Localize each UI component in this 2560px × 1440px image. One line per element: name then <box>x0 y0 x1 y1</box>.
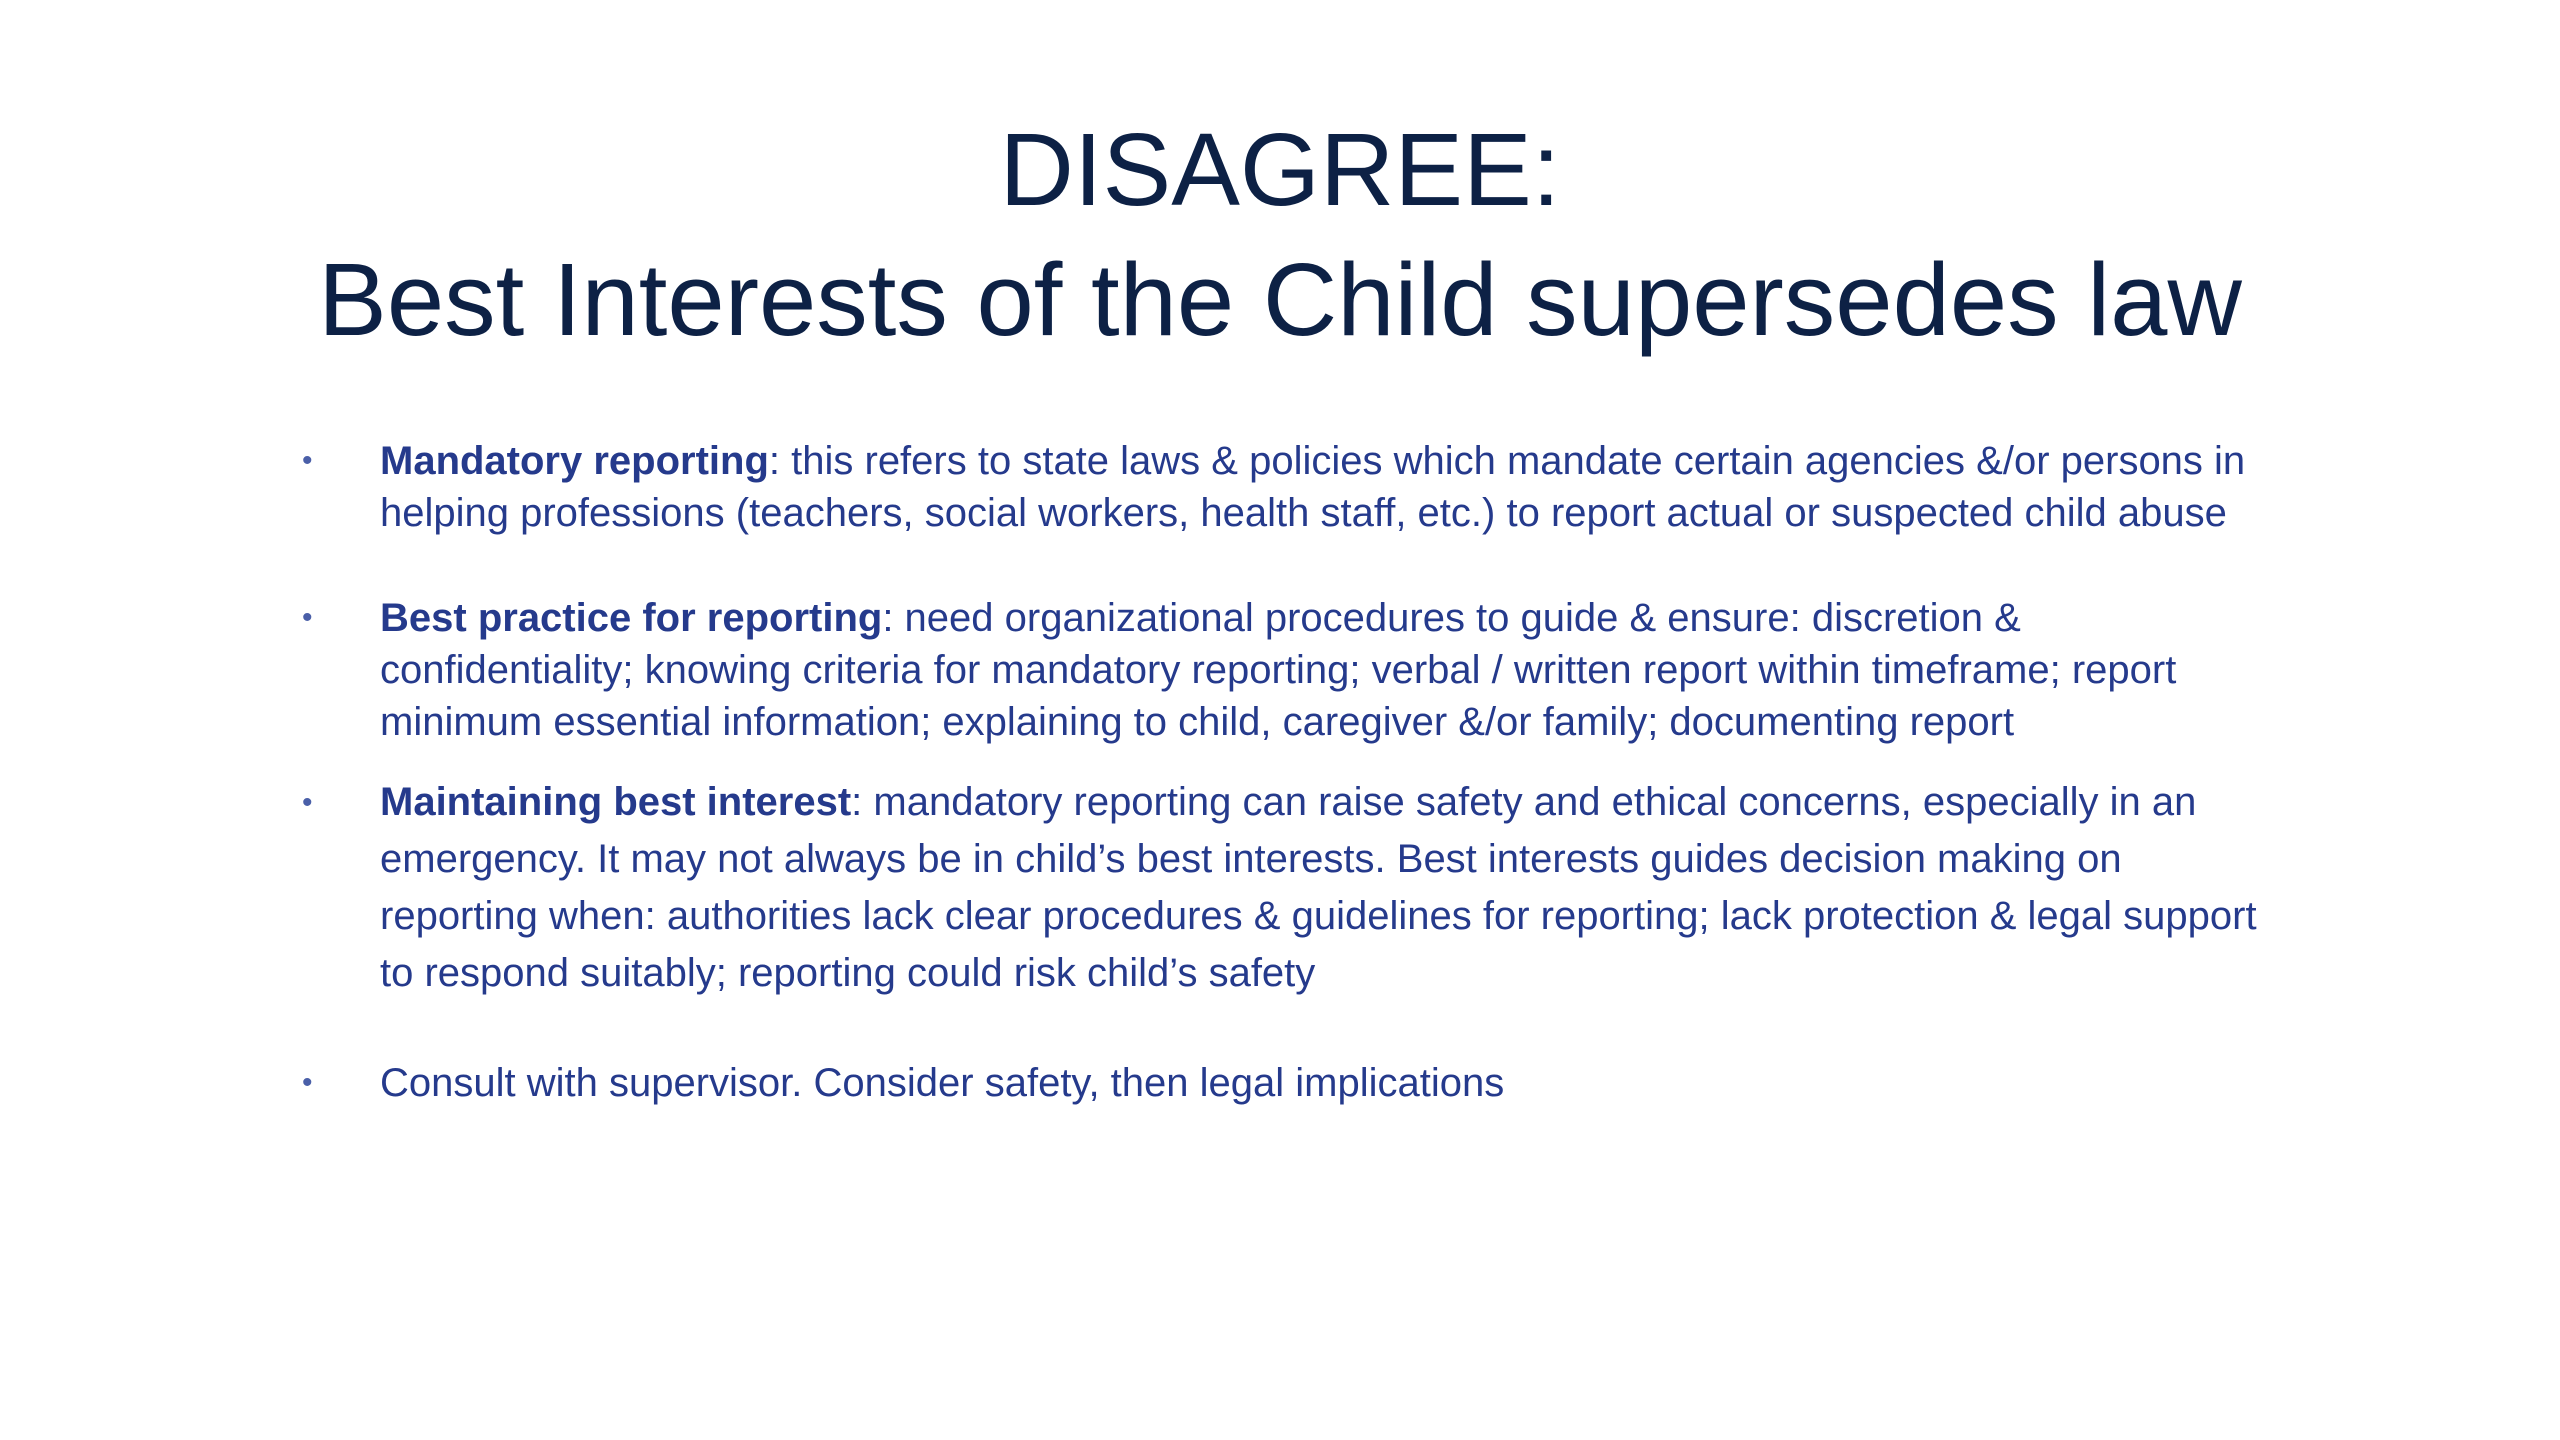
bullet-text: : need organizational procedures to guide & ensure: discretion & confidentiality; knowing criteria for mandatory reporting; verbal / written report within timeframe; report minimum essential information; explaining to child, caregiver &/or family; documenting report <box>380 596 2177 744</box>
slide-title-line-1: DISAGREE: <box>999 112 1561 227</box>
bullet-text: : mandatory reporting can raise safety and ethical concerns, especially in an emergency. It may not always be in child’s best interests. Best interests guides decision making on reporting when: authorities lack clear procedures & guidelines for reporting; lack protection & legal support to respond suitably; reporting could risk child’s safety <box>380 780 2257 995</box>
slide-title <box>0 105 2560 365</box>
bullet-item-maintaining-best-interest <box>300 774 2260 1002</box>
bullet-item-consult-supervisor <box>300 1057 2260 1109</box>
bullet-dot-icon: • <box>302 444 313 477</box>
bullet-list <box>300 435 2260 1109</box>
bullet-dot-icon: • <box>302 786 313 819</box>
bullet-item-best-practice <box>300 592 2260 748</box>
bullet-term: Best practice for reporting <box>380 596 883 640</box>
bullet-dot-icon: • <box>302 1066 313 1099</box>
bullet-term: Maintaining best interest <box>380 780 852 824</box>
bullet-term: Mandatory reporting <box>380 439 769 483</box>
bullet-text: Consult with supervisor. Consider safety, then legal implications <box>380 1061 1505 1105</box>
slide-title-line-2: Best Interests of the Child supersedes law <box>318 242 2242 357</box>
bullet-text: : this refers to state laws & policies which mandate certain agencies &/or persons in helping professions (teachers, social workers, health staff, etc.) to report actual or suspected child abuse <box>380 439 2246 535</box>
bullet-item-mandatory-reporting <box>300 435 2260 539</box>
bullet-dot-icon: • <box>302 601 313 634</box>
